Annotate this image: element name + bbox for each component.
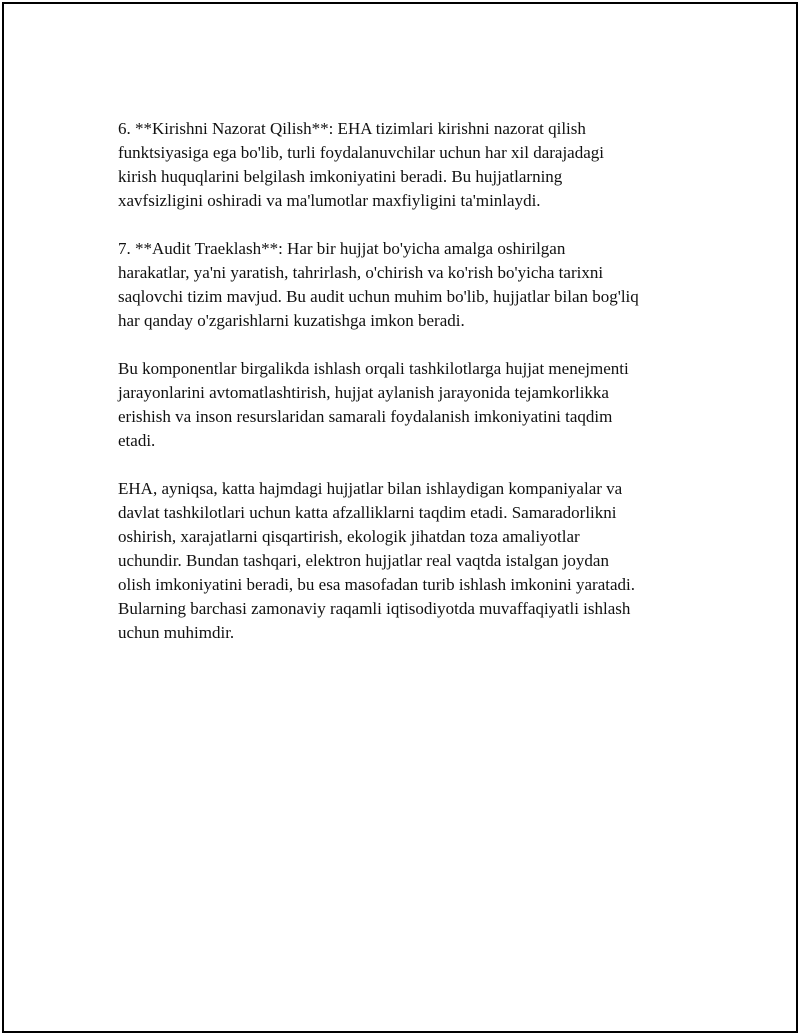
paragraph-line: erishish va inson resurslaridan samarali foydalanish imkoniyatini taqdim [118, 407, 613, 426]
paragraph-line: jarayonlarini avtomatlashtirish, hujjat aylanish jarayonida tejamkorlikka [118, 383, 609, 402]
paragraph-audit-tracking [118, 237, 698, 333]
paragraph-line: EHA, ayniqsa, katta hajmdagi hujjatlar bilan ishlaydigan kompaniyalar va [118, 479, 623, 498]
document-body [118, 117, 698, 669]
paragraph-line: olish imkoniyatini beradi, bu esa masofadan turib ishlash imkonini yaratadi. [118, 575, 635, 594]
paragraph-line: uchundir. Bundan tashqari, elektron hujjatlar real vaqtda istalgan joydan [118, 551, 609, 570]
paragraph-line: kirish huquqlarini belgilash imkoniyatini beradi. Bu hujjatlarning [118, 167, 563, 186]
paragraph-line: xavfsizligini oshiradi va ma'lumotlar maxfiyligini ta'minlaydi. [118, 191, 541, 210]
paragraph-line: Bu komponentlar birgalikda ishlash orqali tashkilotlarga hujjat menejmenti [118, 359, 629, 378]
paragraph-line: etadi. [118, 431, 156, 450]
paragraph-line: oshirish, xarajatlarni qisqartirish, ekologik jihatdan toza amaliyotlar [118, 527, 580, 546]
paragraph-line: uchun muhimdir. [118, 623, 235, 642]
paragraph-line: saqlovchi tizim mavjud. Bu audit uchun muhim bo'lib, hujjatlar bilan bog'liq [118, 287, 639, 306]
paragraph-eha-benefits [118, 477, 698, 645]
paragraph-line: funktsiyasiga ega bo'lib, turli foydalanuvchilar uchun har xil darajadagi [118, 143, 604, 162]
paragraph-line: har qanday o'zgarishlarni kuzatishga imkon beradi. [118, 311, 465, 330]
paragraph-line: Bularning barchasi zamonaviy raqamli iqtisodiyotda muvaffaqiyatli ishlash [118, 599, 631, 618]
paragraph-line: harakatlar, ya'ni yaratish, tahrirlash, o'chirish va ko'rish bo'yicha tarixni [118, 263, 604, 282]
paragraph-access-control [118, 117, 698, 213]
paragraph-line: 7. **Audit Traeklash**: Har bir hujjat bo'yicha amalga oshirilgan [118, 239, 566, 258]
paragraph-components-summary [118, 357, 698, 453]
paragraph-line: 6. **Kirishni Nazorat Qilish**: EHA tizimlari kirishni nazorat qilish [118, 119, 586, 138]
paragraph-line: davlat tashkilotlari uchun katta afzalliklarni taqdim etadi. Samaradorlikni [118, 503, 617, 522]
